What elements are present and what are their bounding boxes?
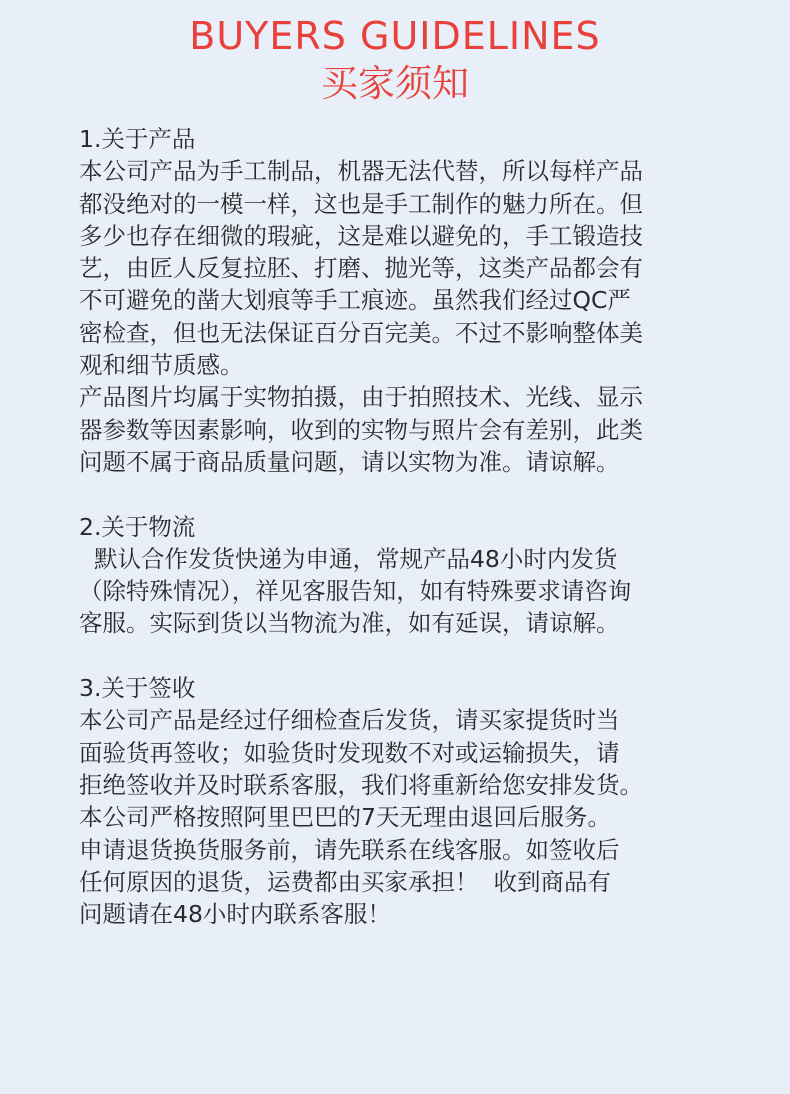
page-title-english: BUYERS GUIDELINES xyxy=(189,14,601,58)
paragraph-line: （除特殊情况），祥见客服告知，如有特殊要求请咨询 xyxy=(79,577,632,606)
paragraph-line: 艺，由匠人反复拉胚、打磨、抛光等，这类产品都会有 xyxy=(79,254,643,283)
paragraph-line: 本公司产品是经过仔细检查后发货，请买家提货时当 xyxy=(79,706,620,735)
section-receipt xyxy=(79,672,719,930)
page-header xyxy=(0,12,790,108)
section-heading: 2.关于物流 xyxy=(79,512,196,541)
paragraph-line: 本公司产品为手工制品，机器无法代替，所以每样产品 xyxy=(79,157,643,186)
paragraph-line: 密检查，但也无法保证百分百完美。不过不影响整体美 xyxy=(79,318,643,347)
section-heading: 3.关于签收 xyxy=(79,674,196,703)
section-heading: 1.关于产品 xyxy=(79,125,196,153)
paragraph-line: 问题请在48小时内联系客服！ xyxy=(79,900,391,929)
paragraph-line: 观和细节质感。 xyxy=(79,351,244,380)
section-products xyxy=(79,123,719,478)
paragraph-line: 多少也存在细微的瑕疵，这是难以避免的，手工锻造技 xyxy=(79,221,643,250)
paragraph-line: 默认合作发货快递为申通，常规产品48小时内发货 xyxy=(79,544,618,573)
paragraph-line: 本公司严格按照阿里巴巴的7天无理由退回后服务。 xyxy=(79,803,611,832)
paragraph-line: 申请退货换货服务前，请先联系在线客服。如签收后 xyxy=(79,835,620,864)
paragraph-line: 拒绝签收并及时联系客服，我们将重新给您安排发货。 xyxy=(79,770,643,799)
paragraph-line: 都没绝对的一模一样，这也是手工制作的魅力所在。但 xyxy=(79,189,643,218)
paragraph-line: 器参数等因素影响，收到的实物与照片会有差别，此类 xyxy=(79,415,643,444)
guidelines-content xyxy=(79,123,719,963)
paragraph-line: 不可避免的凿大划痕等手工痕迹。虽然我们经过QC严 xyxy=(79,286,631,315)
paragraph-line: 任何原因的退货，运费都由买家承担！ 收到商品有 xyxy=(79,867,611,896)
paragraph-line: 客服。实际到货以当物流为准，如有延误，请谅解。 xyxy=(79,609,620,638)
page-title-chinese: 买家须知 xyxy=(321,62,469,105)
section-logistics xyxy=(79,511,719,640)
paragraph-line: 问题不属于商品质量问题，请以实物为准。请谅解。 xyxy=(79,447,620,476)
paragraph-line: 面验货再签收；如验货时发现数不对或运输损失，请 xyxy=(79,738,620,767)
paragraph-line: 产品图片均属于实物拍摄，由于拍照技术、光线、显示 xyxy=(79,383,643,412)
